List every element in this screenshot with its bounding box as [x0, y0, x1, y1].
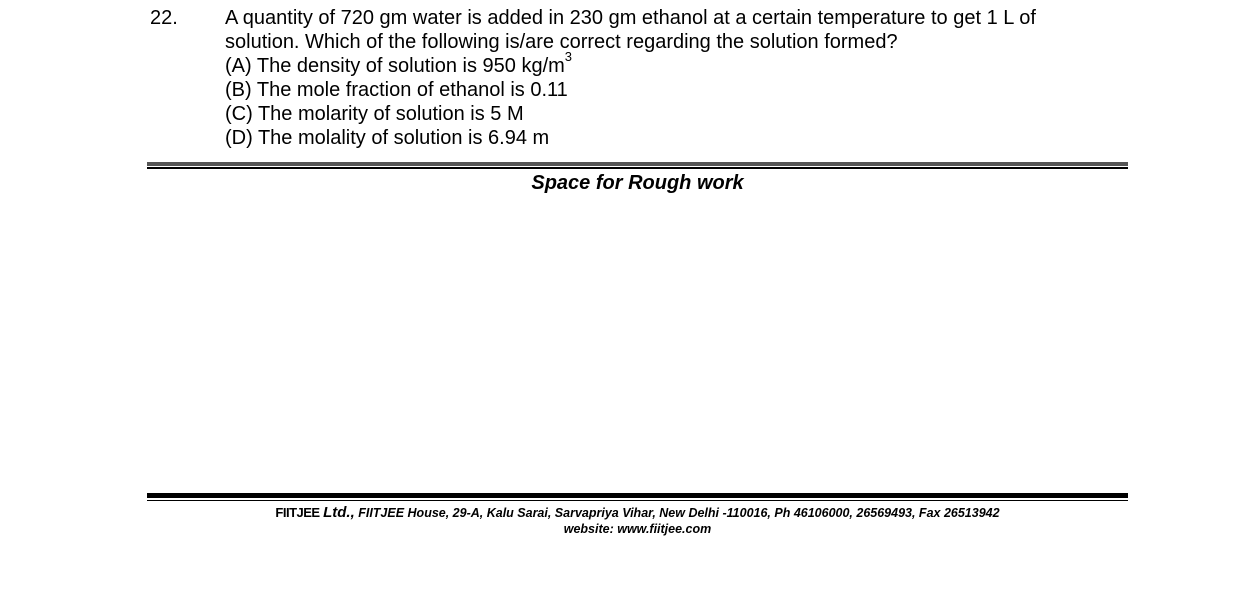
option-d: (D) The molality of solution is 6.94 m	[225, 127, 550, 149]
footer-brand: FIITJEE	[275, 505, 320, 520]
option-c: (C) The molarity of solution is 5 M	[225, 103, 524, 125]
top-divider	[147, 162, 1128, 170]
bottom-divider-thin-line	[147, 500, 1128, 501]
top-divider-thick-line	[147, 162, 1128, 166]
page-footer	[147, 505, 1128, 537]
question-body	[225, 6, 1105, 150]
bottom-divider	[147, 493, 1128, 502]
question-number: 22.	[150, 7, 178, 29]
question-text: A quantity of 720 gm water is added in 230 gm ethanol at a certain temperature to get 1 L of solution. Which of the following is/are correct regarding the solution formed?	[225, 7, 1036, 53]
footer-address: FIITJEE House, 29-A, Kalu Sarai, Sarvapriya Vihar, New Delhi -110016, Ph 46106000, 26569493, Fax 26513942	[358, 506, 1000, 520]
footer-address-line	[147, 505, 1128, 521]
option-b: (B) The mole fraction of ethanol is 0.11	[225, 79, 568, 101]
option-a-text: (A) The density of solution is 950 kg/m	[225, 55, 565, 77]
footer-website: website: www.fiitjee.com	[563, 522, 712, 536]
bottom-divider-thick-line	[147, 493, 1128, 498]
rough-work-heading: Space for Rough work	[531, 172, 744, 194]
option-a-superscript: 3	[564, 49, 573, 65]
top-divider-thin-line	[147, 167, 1128, 169]
footer-ltd: Ltd.,	[323, 504, 355, 521]
option-a	[225, 49, 1105, 78]
